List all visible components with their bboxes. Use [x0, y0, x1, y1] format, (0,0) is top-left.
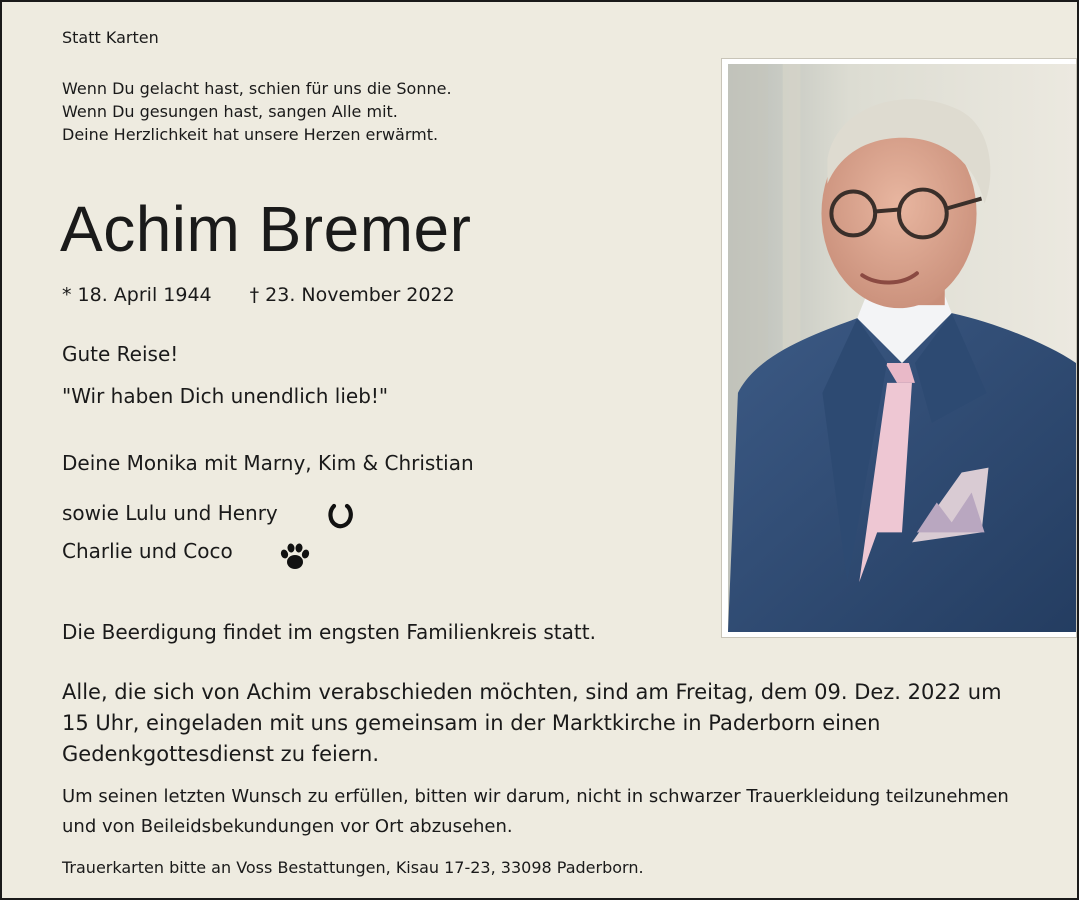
portrait-photo-frame — [721, 58, 1077, 638]
family-signature: Deine Monika mit Marny, Kim & Christian — [62, 451, 474, 475]
portrait-photo — [728, 64, 1076, 632]
birth-date: * 18. April 1944 — [62, 284, 212, 306]
memorial-verse — [62, 77, 452, 146]
farewell-text: Gute Reise! — [62, 342, 179, 366]
condolence-cards-address: Trauerkarten bitte an Voss Bestattungen, Kisau 17-23, 33098 Paderborn. — [62, 858, 644, 877]
pets-line-2: Charlie und Coco — [62, 539, 233, 563]
verse-line: Wenn Du gelacht hast, schien für uns die Sonne. — [62, 79, 452, 98]
death-date: † 23. November 2022 — [249, 284, 455, 306]
verse-line: Deine Herzlichkeit hat unsere Herzen erwärmt. — [62, 125, 439, 144]
memorial-service-invitation: Alle, die sich von Achim verabschieden möchten, sind am Freitag, dem 09. Dez. 2022 um 15 Uhr, eingeladen mit uns gemeinsam in der Marktkirche in Paderborn einen Gedenkgottesdienst zu feiern. — [62, 680, 1002, 766]
horseshoe-icon — [327, 501, 355, 529]
life-dates — [62, 284, 455, 306]
dress-code-wish: Um seinen letzten Wunsch zu erfüllen, bitten wir darum, nicht in schwarzer Trauerkleidung teilzunehmen und von Beileidsbekundungen vor Ort abzusehen. — [62, 786, 1009, 837]
burial-notice: Die Beerdigung findet im engsten Familienkreis statt. — [62, 620, 596, 644]
paw-print-icon — [278, 540, 312, 574]
intro-text: Statt Karten — [62, 28, 159, 47]
quote-text: "Wir haben Dich unendlich lieb!" — [62, 384, 389, 408]
verse-line: Wenn Du gesungen hast, sangen Alle mit. — [62, 102, 398, 121]
deceased-name: Achim Bremer — [60, 193, 472, 265]
pets-line-1: sowie Lulu und Henry — [62, 501, 278, 525]
